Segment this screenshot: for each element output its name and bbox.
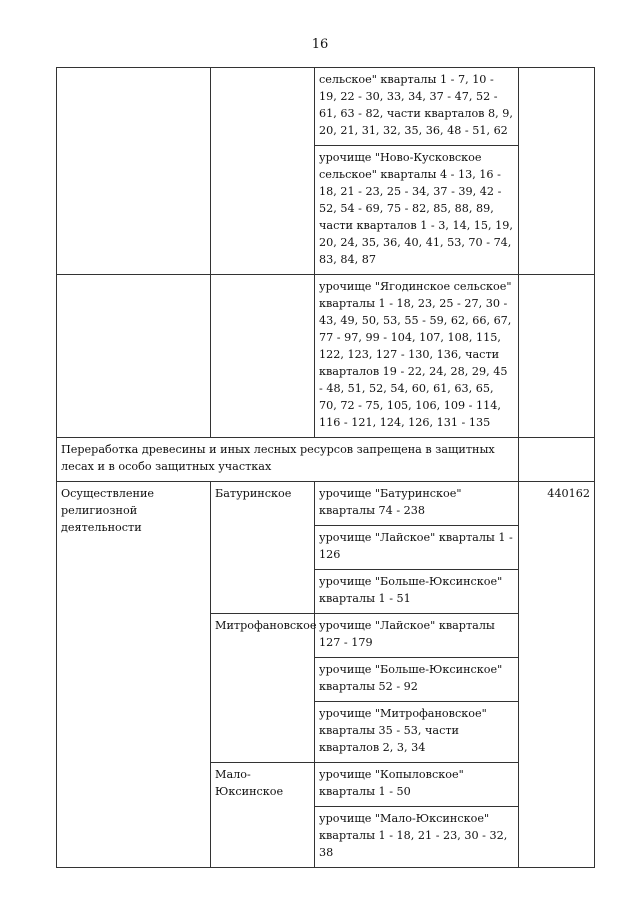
code-cell <box>519 438 595 482</box>
area-cell: урочище "Лайское" кварталы 1 - 126 <box>315 526 519 570</box>
activity-name: Осуществление религиозной деятельности <box>57 482 211 868</box>
forestry-name: Митрофановское <box>211 614 315 763</box>
page-number: 16 <box>311 37 329 52</box>
area-cell: урочище "Лайское" кварталы 127 - 179 <box>315 614 519 658</box>
processing-note: Переработка древесины и иных лесных ресурсов запрещена в защитных лесах и в особо защитных участках <box>57 438 519 482</box>
area-cell: урочище "Ягодинское сельское" кварталы 1 - 18, 23, 25 - 27, 30 - 43, 49, 50, 53, 55 - 59, 62, 66, 67, 77 - 97, 99 - 104, 107, 108, 115, 122, 123, 127 - 130, 136, части кварталов 19 - 22, 24, 28, 29, 45 - 48, 51, 52, 54, 60, 61, 63, 65, 70, 72 - 75, 105, 106, 109 - 114, 116 - 121, 124, 126, 131 - 135 <box>315 275 519 438</box>
table-row <box>57 482 595 526</box>
forest-use-table <box>56 67 595 868</box>
forestry-name: Батуринское <box>211 482 315 614</box>
code-cell <box>519 68 595 275</box>
activity-code: 440162 <box>519 482 595 868</box>
area-cell: урочище "Мало-Юксинское" кварталы 1 - 18, 21 - 23, 30 - 32, 38 <box>315 807 519 868</box>
code-cell <box>519 275 595 438</box>
area-cell: урочище "Больше-Юксинское" кварталы 52 - 92 <box>315 658 519 702</box>
area-cell: сельское" кварталы 1 - 7, 10 - 19, 22 - 30, 33, 34, 37 - 47, 52 - 61, 63 - 82, части кварталов 8, 9, 20, 21, 31, 32, 35, 36, 48 - 51, 62 <box>315 68 519 146</box>
area-cell: урочище "Больше-Юксинское" кварталы 1 - 51 <box>315 570 519 614</box>
area-cell: урочище "Батуринское" кварталы 74 - 238 <box>315 482 519 526</box>
area-cell: урочище "Митрофановское" кварталы 35 - 53, части кварталов 2, 3, 34 <box>315 702 519 763</box>
area-cell: урочище "Ново-Кусковское сельское" кварталы 4 - 13, 16 - 18, 21 - 23, 25 - 34, 37 - 39, 42 - 52, 54 - 69, 75 - 82, 85, 88, 89, части кварталов 1 - 3, 14, 15, 19, 20, 24, 35, 36, 40, 41, 53, 70 - 74, 83, 84, 87 <box>315 146 519 275</box>
forestry-name: Мало-Юксинское <box>211 763 315 868</box>
forestry-cell <box>211 68 315 275</box>
activity-cell <box>57 275 211 438</box>
activity-cell <box>57 68 211 275</box>
note-row <box>57 438 595 482</box>
table-row <box>57 68 595 146</box>
area-cell: урочище "Копыловское" кварталы 1 - 50 <box>315 763 519 807</box>
table-row <box>57 275 595 438</box>
forestry-cell <box>211 275 315 438</box>
